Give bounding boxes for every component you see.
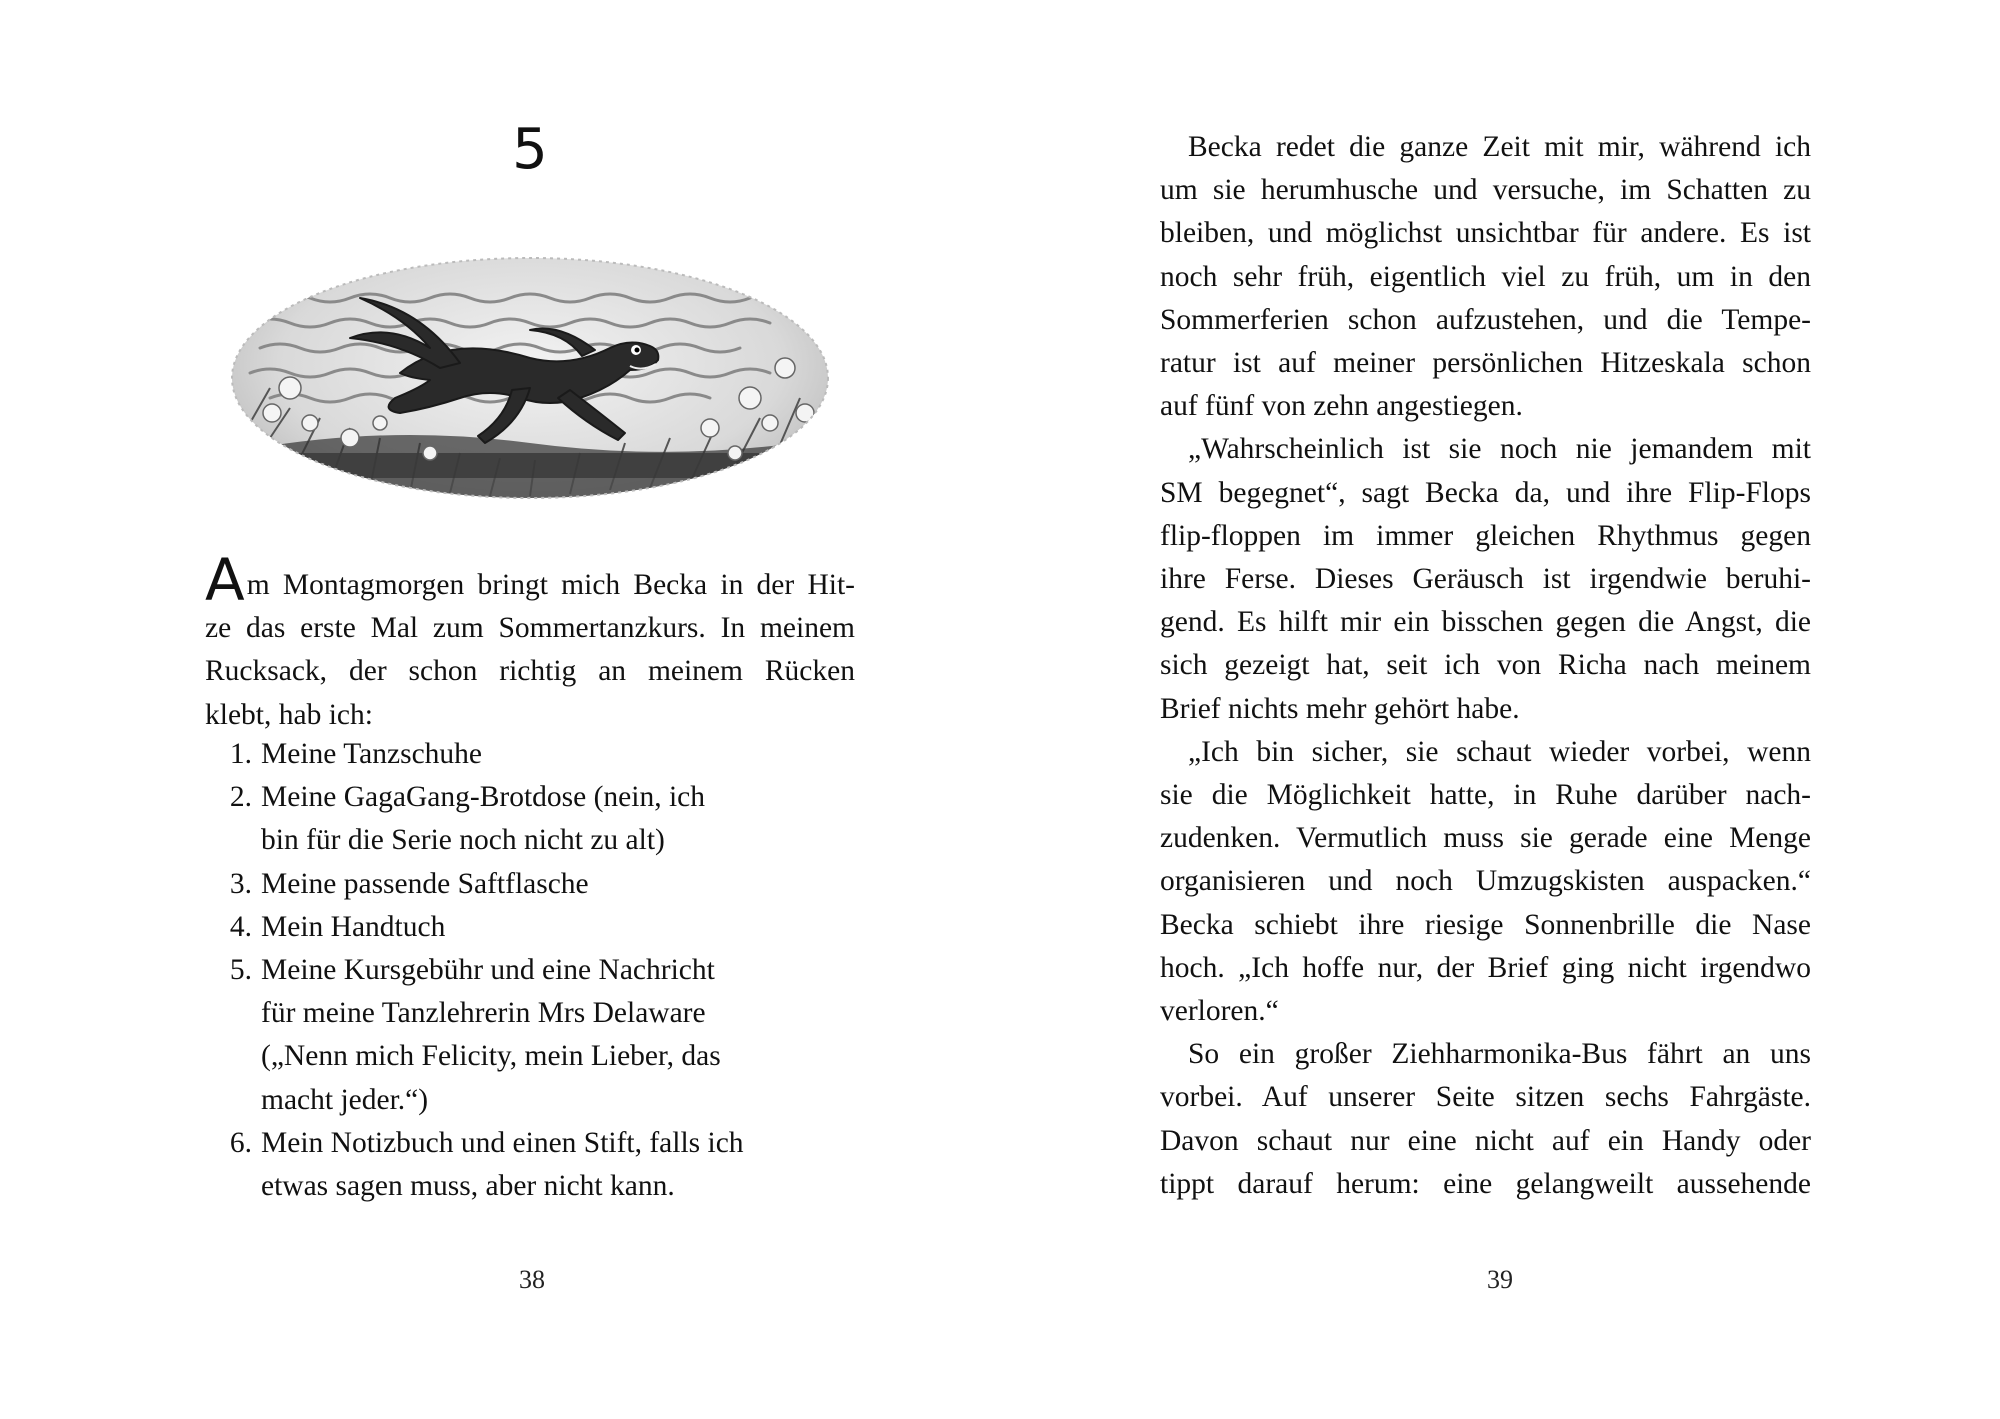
text-line: hoch. „Ich hoffe nur, der Brief ging nicht irgendwo <box>1160 951 1811 984</box>
list-text: Meine Kursgebühr und eine Nachricht <box>261 954 715 987</box>
list-item <box>203 906 843 949</box>
list-item <box>203 776 843 862</box>
intro-paragraph <box>205 546 855 737</box>
text-line: noch sehr früh, eigentlich viel zu früh, um in den <box>1160 260 1811 293</box>
list-text: bin für die Serie noch nicht zu alt) <box>261 824 665 857</box>
list-item <box>203 733 843 776</box>
text-line: ratur ist auf meiner persönlichen Hitzeskala schon <box>1160 347 1811 380</box>
text-line: Brief nichts mehr gehört habe. <box>1160 692 1520 725</box>
list-text: Meine passende Saftflasche <box>261 867 589 900</box>
right-page <box>1000 0 2000 1419</box>
text-line: um sie herumhusche und versuche, im Schatten zu <box>1160 174 1811 207</box>
list-text: Meine GagaGang-Brotdose (nein, ich <box>261 781 705 814</box>
text-line: ihre Ferse. Dieses Geräusch ist irgendwie beruhi- <box>1160 563 1811 596</box>
list-text: („Nenn mich Felicity, mein Lieber, das <box>261 1040 721 1073</box>
intro-line-3: Rucksack, der schon richtig an meinem Rücken <box>205 655 855 688</box>
list-text: Mein Handtuch <box>261 910 446 943</box>
running-dog-illustration <box>230 238 830 518</box>
text-line: bleiben, und möglichst unsichtbar für andere. Es ist <box>1160 217 1811 250</box>
text-line: tippt darauf herum: eine gelangweilt aussehende <box>1160 1167 1811 1200</box>
rucksack-list <box>203 733 843 1208</box>
intro-line-1: Am Montagmorgen bringt mich Becka in der Hit- <box>205 546 855 614</box>
text-line: SM begegnet“, sagt Becka da, und ihre Flip-Flops <box>1160 476 1811 509</box>
text-line: Becka redet die ganze Zeit mit mir, während ich <box>1188 131 1811 163</box>
list-number: 6. <box>229 1126 252 1159</box>
list-number: 5. <box>229 954 252 987</box>
list-text: macht jeder.“) <box>261 1083 429 1116</box>
list-number: 2. <box>229 781 252 814</box>
list-text: Mein Notizbuch und einen Stift, falls ich <box>261 1126 744 1159</box>
page-number-right: 39 <box>1487 1265 1513 1294</box>
text-line: flip-floppen im immer gleichen Rhythmus gegen <box>1160 519 1811 552</box>
list-text: für meine Tanzlehrerin Mrs Delaware <box>261 997 706 1030</box>
list-number: 4. <box>229 910 252 943</box>
list-number: 1. <box>229 738 252 770</box>
text-line: „Ich bin sicher, sie schaut wieder vorbei, wenn <box>1188 735 1811 768</box>
list-item <box>203 863 843 906</box>
text-line: auf fünf von zehn angestiegen. <box>1160 390 1523 423</box>
drop-cap: A <box>205 546 245 614</box>
text-line: verloren.“ <box>1160 995 1279 1028</box>
text-line: Sommerferien schon aufzustehen, und die Tempe- <box>1160 303 1811 336</box>
list-item <box>203 1122 843 1208</box>
text-line: organisieren und noch Umzugskisten auspacken.“ <box>1160 865 1811 898</box>
intro-line-2: ze das erste Mal zum Sommertanzkurs. In meinem <box>205 612 855 645</box>
list-text: Meine Tanzschuhe <box>261 738 483 770</box>
text-line: So ein großer Ziehharmonika-Bus fährt an uns <box>1188 1038 1811 1071</box>
text-line: sich gezeigt hat, seit ich von Richa nach meinem <box>1160 649 1811 682</box>
text-line: gend. Es hilft mir ein bisschen gegen die Angst, die <box>1160 606 1811 639</box>
text-line: zudenken. Vermutlich muss sie gerade eine Menge <box>1160 822 1811 855</box>
text-line: Davon schaut nur eine nicht auf ein Handy oder <box>1160 1124 1811 1157</box>
text-line: sie die Möglichkeit hatte, in Ruhe darüber nach- <box>1160 779 1811 812</box>
list-text: etwas sagen muss, aber nicht kann. <box>261 1170 675 1203</box>
right-body-text <box>1160 126 1811 1206</box>
text-line: Becka schiebt ihre riesige Sonnenbrille die Nase <box>1160 908 1811 941</box>
text-line: „Wahrscheinlich ist sie noch nie jemandem mit <box>1188 433 1811 466</box>
text-line: vorbei. Auf unserer Seite sitzen sechs Fahrgäste. <box>1160 1081 1811 1114</box>
page-number-left: 38 <box>519 1265 545 1294</box>
list-item <box>203 949 843 1122</box>
chapter-number: 5 <box>512 117 548 182</box>
intro-line-4: klebt, hab ich: <box>205 698 373 731</box>
list-number: 3. <box>229 867 252 900</box>
